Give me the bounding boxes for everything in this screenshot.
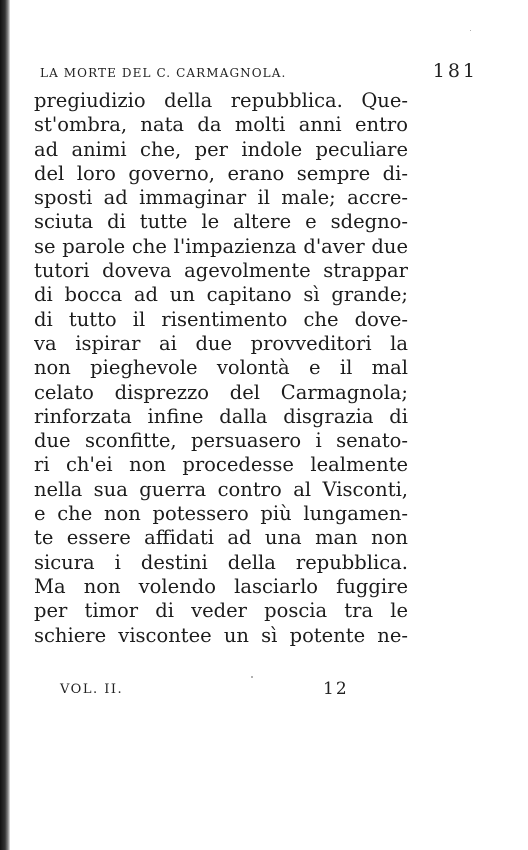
text-line: sciuta di tutte le altere e sdegno- (34, 210, 408, 234)
running-title: LA MORTE DEL C. CARMAGNOLA. (40, 66, 287, 80)
running-head (40, 60, 478, 86)
text-line: va ispirar ai due provveditori la (34, 331, 408, 355)
page-number: 181 (432, 60, 478, 82)
text-line: nella sua guerra contro al Visconti, (34, 477, 408, 501)
text-line: se parole che l'impazienza d'aver due (34, 234, 408, 258)
text-line: ad animi che, per indole peculiare (34, 137, 408, 161)
text-line: Ma non volendo lasciarlo fuggire (34, 574, 408, 598)
text-line: due sconfitte, persuasero i senato- (34, 429, 408, 453)
text-line: ri ch'ei non procedesse lealmente (34, 453, 408, 477)
paper-speck (470, 30, 471, 31)
text-line: celato disprezzo del Carmagnola; (34, 380, 408, 404)
page-footer (60, 679, 360, 701)
paper-speck (251, 676, 253, 678)
text-line: per timor di veder poscia tra le (34, 599, 408, 623)
volume-signature: VOL. II. (60, 682, 124, 697)
text-line: sposti ad immaginar il male; accre- (34, 186, 408, 210)
text-line: non pieghevole volontà e il mal (34, 356, 408, 380)
text-line: rinforzata infine dalla disgrazia di (34, 404, 408, 428)
body-text (34, 89, 408, 648)
text-line: di bocca ad un capitano sì grande; (34, 283, 408, 307)
text-line: st'ombra, nata da molti anni entro (34, 113, 408, 137)
gathering-mark: 12 (323, 679, 349, 699)
text-line: te essere affidati ad una man non (34, 526, 408, 550)
text-line: pregiudizio della repubblica. Que- (34, 89, 408, 112)
text-line: del loro governo, erano sempre di- (34, 161, 408, 185)
text-line: schiere viscontee un sì potente ne- (34, 623, 408, 647)
text-line: sicura i destini della repubblica. (34, 550, 408, 574)
text-line: e che non potessero più lungamen- (34, 502, 408, 526)
text-line: tutori doveva agevolmente strappar (34, 259, 408, 283)
text-line: di tutto il risentimento che dove- (34, 307, 408, 331)
